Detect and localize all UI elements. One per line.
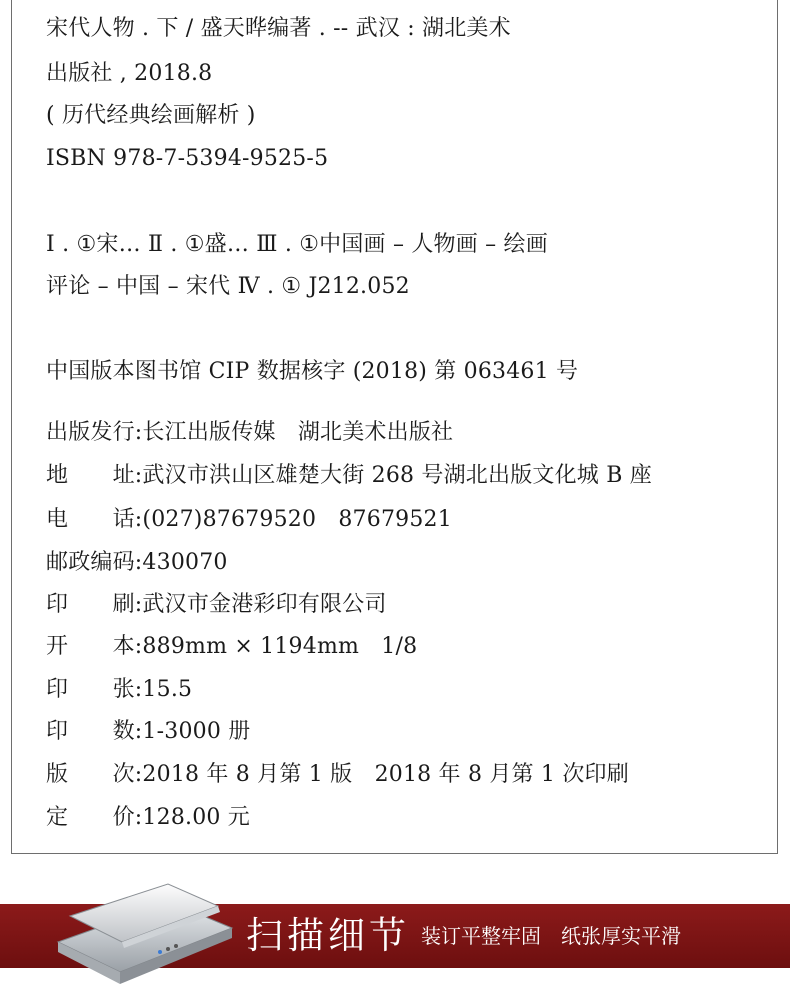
price-row <box>46 803 250 833</box>
cip-line-3: ( 历代经典绘画解析 ) <box>46 103 256 128</box>
classification-line-2: 评论 – 中国 – 宋代 Ⅳ . ① J212.052 <box>46 274 410 299</box>
isbn: ISBN 978-7-5394-9525-5 <box>46 146 329 171</box>
printer-value: 武汉市金港彩印有限公司 <box>142 592 387 617</box>
scanner-icon <box>50 880 240 990</box>
address-label: 地 址: <box>46 463 143 488</box>
price-value: 128.00 元 <box>142 805 250 830</box>
phone-label: 电 话: <box>46 507 143 532</box>
copies-row <box>46 717 250 747</box>
format-value: 889mm × 1194mm 1/8 <box>142 634 418 659</box>
edition-label: 版 次: <box>46 762 143 787</box>
publisher-value: 长江出版传媒 湖北美术出版社 <box>142 420 454 445</box>
printer-label: 印 刷: <box>46 592 143 617</box>
sheets-value: 15.5 <box>142 677 193 702</box>
cip-line-2: 出版社 , 2018.8 <box>46 61 213 86</box>
postcode-row <box>46 548 228 578</box>
postcode-label: 邮政编码: <box>46 550 143 575</box>
phone-row <box>46 505 452 535</box>
publisher-row <box>46 418 453 448</box>
sheets-label: 印 张: <box>46 677 143 702</box>
publisher-label: 出版发行: <box>46 420 143 445</box>
postcode-value: 430070 <box>142 550 228 575</box>
copies-value: 1-3000 册 <box>142 719 251 744</box>
address-value: 武汉市洪山区雄楚大街 268 号湖北出版文化城 B 座 <box>142 463 652 488</box>
format-row <box>46 632 417 662</box>
address-row <box>46 461 652 491</box>
sheets-row <box>46 675 192 705</box>
edition-value: 2018 年 8 月第 1 版 2018 年 8 月第 1 次印刷 <box>142 762 629 787</box>
phone-value: (027)87679520 87679521 <box>142 507 452 532</box>
cip-number: 中国版本图书馆 CIP 数据核字 (2018) 第 063461 号 <box>46 359 579 384</box>
printer-row <box>46 590 387 620</box>
format-label: 开 本: <box>46 634 143 659</box>
banner-title: 扫描细节 <box>246 914 410 957</box>
banner-subtitle: 装订平整牢固 纸张厚实平滑 <box>421 924 681 948</box>
copies-label: 印 数: <box>46 719 143 744</box>
price-label: 定 价: <box>46 805 143 830</box>
cip-line-1: 宋代人物 . 下 / 盛天晔编著 . -- 武汉 : 湖北美术 <box>46 16 511 41</box>
classification-line-1: Ⅰ . ①宋… Ⅱ . ①盛… Ⅲ . ①中国画 – 人物画 – 绘画 <box>46 232 548 257</box>
edition-row <box>46 760 629 790</box>
